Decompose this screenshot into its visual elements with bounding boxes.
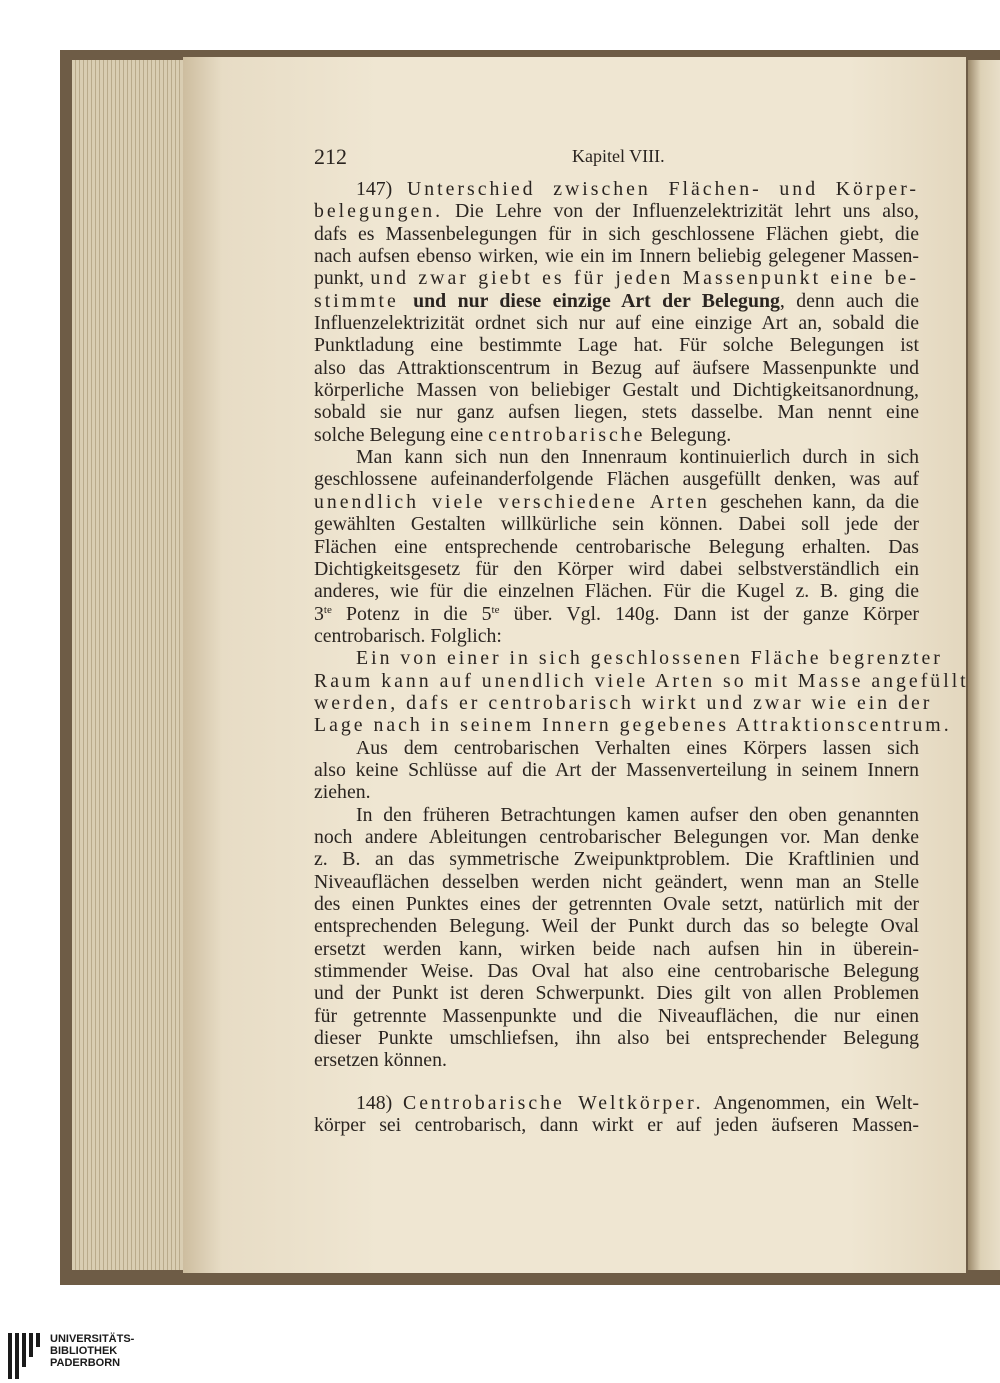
text-run: also das Attraktionscentrum in Bezug auf äufsere Massenpunkte und	[314, 356, 919, 379]
text-run: 148)	[356, 1091, 404, 1114]
text-line	[314, 826, 919, 848]
text-run: noch andere Ableitungen centrobarischer Belegungen vor. Man denke	[314, 825, 919, 848]
superscript: te	[491, 603, 500, 616]
text-line	[314, 804, 919, 826]
text-run: Man kann sich nun den Innenraum kontinuierlich durch in sich	[356, 446, 919, 469]
text-line	[314, 1049, 919, 1071]
text-run: werden, dafs er centrobarisch wirkt und zwar wie ein der	[314, 691, 933, 714]
text-run: geschlossene aufeinanderfolgende Flächen ausgefüllt denken, was auf	[314, 468, 919, 491]
text-run: des einen Punktes eines der getrennten Ovale setzt, natürlich mit der	[314, 893, 919, 915]
text-run: ersetzen können.	[314, 1049, 447, 1072]
text-line	[314, 714, 952, 737]
text-line	[314, 178, 919, 200]
text-line	[314, 781, 919, 803]
section-gap	[314, 1072, 919, 1092]
text-run: und zwar giebt es für jeden Massenpunkt eine be-	[370, 267, 919, 290]
text-run: Belegung.	[645, 423, 732, 446]
text-line	[314, 603, 919, 625]
text-line	[314, 491, 919, 513]
text-line	[314, 312, 919, 334]
text-line	[314, 893, 919, 915]
text-run: Angenommen, ein Welt-	[703, 1091, 919, 1114]
text-line	[314, 1027, 919, 1049]
text-line	[314, 737, 919, 759]
text-line	[314, 245, 919, 267]
facing-page-edge	[968, 60, 1000, 1270]
body-text	[314, 178, 969, 1137]
text-run: Die Lehre von der Influenzelektrizität lehrt uns also,	[443, 200, 919, 223]
text-run: unendlich viele verschiedene Arten	[314, 490, 710, 513]
page-number: 212	[314, 144, 347, 169]
library-footer	[0, 1300, 1000, 1383]
text-line	[314, 1114, 919, 1136]
text-run: und der Punkt ist deren Schwerpunkt. Dies gilt von allen Problemen	[314, 982, 919, 1005]
text-run: , denn auch die	[779, 289, 919, 312]
text-line	[314, 536, 919, 558]
text-line	[314, 848, 919, 870]
text-run: Niveauflächen desselben werden nicht geändert, wenn man an Stelle	[314, 870, 919, 893]
text-run: Ein von einer in sich geschlossenen Fläche begrenzter	[356, 647, 943, 670]
text-run: für getrennte Massenpunkte und die Niveauflächen, die nur einen	[314, 1004, 919, 1027]
text-line	[314, 424, 919, 446]
text-run: stimmender Weise. Das Oval hat also eine centrobarische Belegung	[314, 960, 919, 983]
logo-line: PADERBORN	[50, 1357, 121, 1369]
text-run: und nur diese einzige Art der Belegung	[413, 289, 780, 312]
text-run: Unterschied zwischen Flächen- und Körper-	[406, 178, 919, 200]
text-line	[314, 290, 919, 312]
library-logo-icon	[8, 1333, 44, 1379]
text-run: ziehen.	[314, 781, 371, 804]
text-run: geschehen kann, da die	[709, 490, 919, 513]
library-logo-text	[50, 1333, 134, 1369]
text-line	[314, 200, 919, 222]
text-line	[314, 915, 919, 937]
superscript: te	[323, 603, 332, 616]
page-edges	[72, 60, 184, 1270]
text-run: also keine Schlüsse auf die Art der Massenverteilung in seinem Innern	[314, 758, 919, 781]
text-run: Centrobarische Weltkörper.	[403, 1091, 704, 1114]
text-line	[314, 267, 919, 289]
text-line	[314, 558, 919, 580]
text-run: gewählten Gestalten willkürliche sein können. Dabei soll jede der	[314, 513, 919, 536]
text-run: nach aufsen ebenso wirken, wie ein im Innern beliebig gelegener Massen-	[314, 245, 919, 268]
text-line	[314, 379, 919, 401]
text-line	[314, 513, 919, 535]
text-run: anderes, wie für die einzelnen Flächen. Für die Kugel z. B. ging die	[314, 580, 919, 603]
text-line	[314, 647, 943, 670]
logo-line: UNIVERSITÄTS-	[50, 1333, 135, 1345]
text-line	[314, 223, 919, 245]
text-line	[314, 1092, 919, 1114]
text-line	[314, 401, 919, 423]
text-line	[314, 334, 919, 356]
text-run: Raum kann auf unendlich viele Arten so mit Masse angefüllt	[314, 669, 969, 692]
text-run: belegungen.	[314, 200, 444, 223]
text-line	[314, 446, 919, 468]
text-run: stimmte	[314, 289, 414, 312]
text-run: punkt,	[314, 267, 371, 290]
text-run: In den früheren Betrachtungen kamen aufser den oben genannten	[356, 803, 919, 826]
text-run: z. B. an das symmetrische Zweipunktproblem. Die Kraftlinien und	[314, 848, 919, 871]
text-run: sobald sie nur ganz aufsen liegen, stets dasselbe. Man nennt eine	[314, 401, 919, 424]
text-line	[314, 960, 919, 982]
text-run: centrobarisch. Folglich:	[314, 624, 502, 647]
logo-line: BIBLIOTHEK	[50, 1345, 118, 1357]
text-run: Punktladung eine bestimmte Lage hat. Für solche Belegungen ist	[314, 334, 919, 357]
text-run: Influenzelektrizität ordnet sich nur auf eine einzige Art an, sobald die	[314, 312, 919, 335]
text-run: Lage nach in seinem Innern gegebenes Attraktionscentrum.	[314, 714, 952, 737]
text-line	[314, 938, 919, 960]
text-run: Aus dem centrobarischen Verhalten eines Körpers lassen sich	[356, 736, 919, 759]
text-line	[314, 669, 969, 692]
text-run: dieser Punkte umschliefsen, ihn also bei entsprechender Belegung	[314, 1027, 919, 1050]
text-line	[314, 357, 919, 379]
text-run: Potenz in die 5	[331, 602, 492, 625]
text-run: centrobarische	[488, 423, 646, 446]
text-run: über. Vgl. 140g. Dann ist der ganze Körper	[499, 602, 919, 625]
text-run: Dichtigkeitsgesetz für den Körper wird dabei selbstverständlich ein	[314, 557, 919, 580]
text-line	[314, 871, 919, 893]
text-line	[314, 759, 919, 781]
text-line	[314, 580, 919, 602]
text-run: dafs es Massenbelegungen für in sich geschlossene Flächen giebt, die	[314, 222, 919, 245]
running-head: Kapitel VIII.	[572, 146, 665, 166]
text-line	[314, 982, 919, 1004]
text-run: 147)	[356, 178, 407, 200]
text-run: körper sei centrobarisch, dann wirkt er auf jeden äufseren Massen-	[314, 1114, 919, 1137]
text-run: körperliche Massen von beliebiger Gestalt und Dichtigkeitsanordnung,	[314, 379, 919, 402]
text-run: solche Belegung eine	[314, 423, 489, 446]
text-run: 3	[314, 602, 324, 625]
text-run: Flächen eine entsprechende centrobarische Belegung erhalten. Das	[314, 535, 919, 558]
text-line	[314, 468, 919, 490]
text-run: entsprechenden Belegung. Weil der Punkt durch das so belegte Oval	[314, 915, 919, 938]
text-line	[314, 691, 933, 714]
text-line	[314, 625, 919, 647]
text-line	[314, 1005, 919, 1027]
text-run: ersetzt werden kann, wirken beide nach aufsen hin in überein-	[314, 937, 919, 960]
